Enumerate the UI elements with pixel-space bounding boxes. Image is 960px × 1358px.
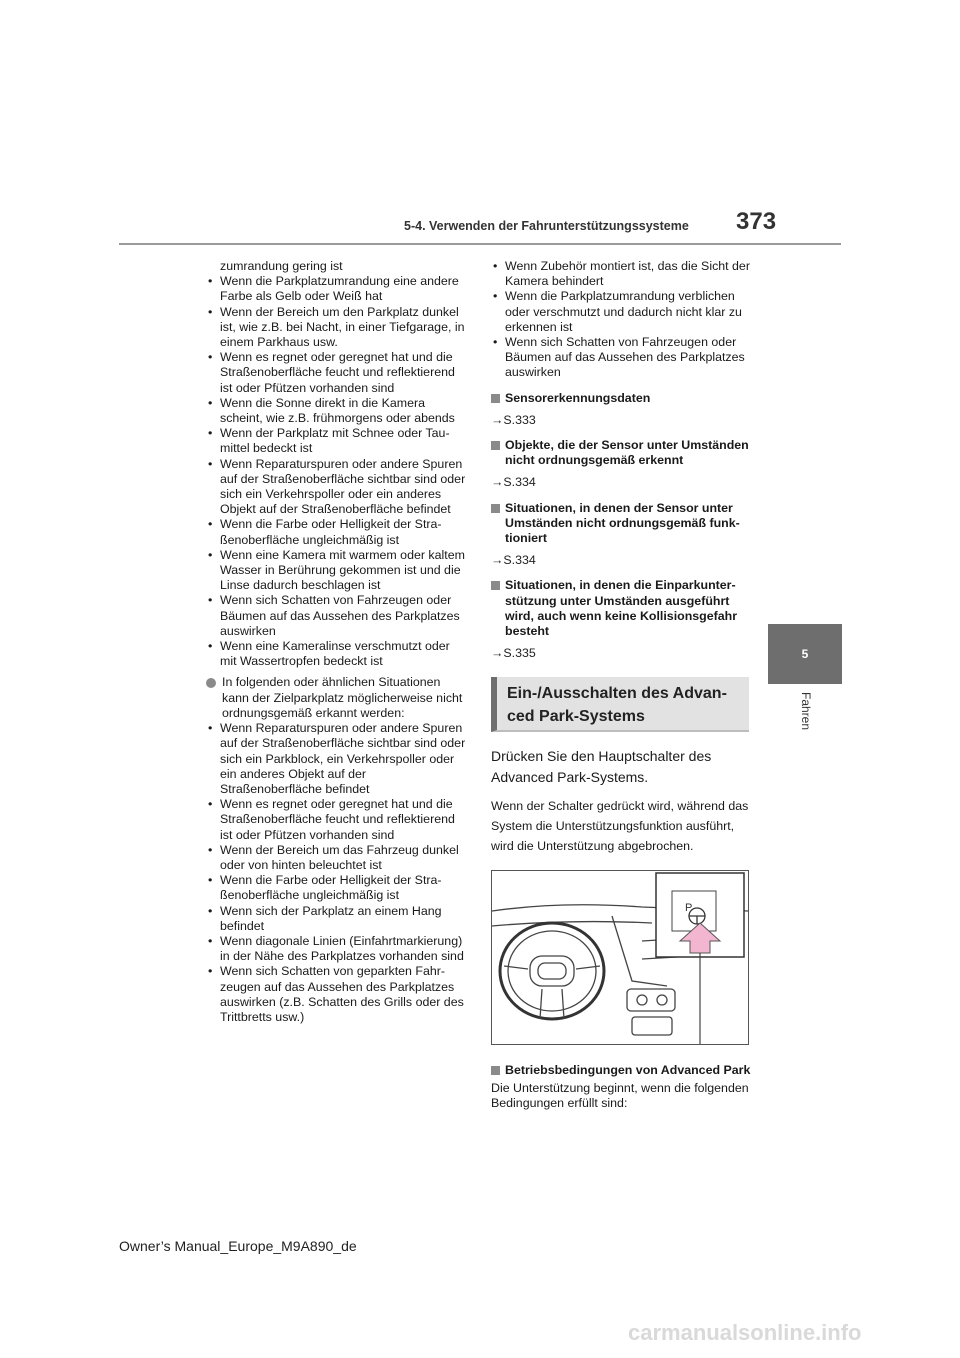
list-item: • Wenn der Bereich um den Parkplatz dunkel ist, wie z.B. bei Nacht, in einer Tiefgarage, in einem Parkhaus usw.: [206, 305, 468, 351]
subheading: [491, 391, 753, 406]
list-item: • Wenn Zubehör montiert ist, das die Sicht der Kamera behindert: [491, 259, 753, 289]
page-reference-link[interactable]: →S.335: [491, 646, 536, 661]
subheading: [491, 578, 753, 639]
list-item: • Wenn sich Schatten von Fahrzeugen oder Bäumen auf das Aussehen des Parkplatzes auswirken: [491, 335, 753, 381]
bullet-list-c: [491, 259, 753, 381]
square-marker-icon: [491, 581, 500, 590]
subheading-text: Objekte, die der Sensor unter Umständen nicht ordnungsgemäß erkennt: [505, 438, 749, 468]
list-item: • Wenn sich Schatten von geparkten Fahrzeugen auf das Aussehen des Parkplatzes auswirken (z.B. Schatten des Grills oder des Trittbretts usw.): [206, 964, 468, 1025]
list-item: • Wenn es regnet oder geregnet hat und die Straßenoberfläche feucht und reflektierend ist oder Pfützen vorhanden sind: [206, 797, 468, 843]
conditions-text: Die Unterstützung beginnt, wenn die folgenden Bedingungen erfüllt sind:: [491, 1080, 749, 1110]
circle-bullet-icon: [206, 678, 216, 688]
square-marker-icon: [491, 394, 500, 403]
switch-letter: P: [685, 902, 693, 915]
chapter-label: Fahren: [799, 692, 813, 731]
list-item: • Wenn es regnet oder geregnet hat und die Straßenoberfläche feucht und reflektierend ist oder Pfützen vorhanden sind: [206, 350, 468, 396]
list-item: • Wenn der Parkplatz mit Schnee oder Taumittel bedeckt ist: [206, 426, 468, 456]
circle-paragraph-text: In folgenden oder ähnlichen Situationen kann der Zielparkplatz möglicherweise nicht ordnungsgemäß erkannt werden:: [222, 675, 463, 720]
subheading-text: Betriebsbedingungen von Advanced Park: [505, 1063, 751, 1078]
subheading: [491, 501, 753, 547]
subheading-text: Sensorerkennungsdaten: [505, 390, 651, 405]
bullet-list-b: [206, 721, 468, 1025]
list-item: • Wenn die Parkplatzumrandung eine andere Farbe als Gelb oder Weiß hat: [206, 274, 468, 304]
page-reference-link[interactable]: →S.333: [491, 412, 536, 427]
list-item: • Wenn sich Schatten von Fahrzeugen oder Bäumen auf das Aussehen des Parkplatzes auswirken: [206, 593, 468, 639]
square-marker-icon: [491, 1066, 500, 1075]
list-item: • Wenn Reparaturspuren oder andere Spuren auf der Straßenoberfläche sichtbar sind oder sich ein Parkblock, ein Verkehrspoller oder ein anderes Objekt auf der Straßenoberfläche befindet: [206, 721, 468, 797]
page-number: 373: [736, 208, 777, 235]
page-reference-link[interactable]: →S.334: [491, 475, 536, 490]
dashboard-illustration: [492, 871, 748, 1044]
list-item: • Wenn die Parkplatzumrandung verblichen oder verschmutzt und dadurch nicht klar zu erkennen ist: [491, 289, 753, 335]
list-item: • Wenn Reparaturspuren oder andere Spuren auf der Straßenoberfläche sichtbar sind oder sich ein Verkehrspoller oder ein anderes Objekt auf der Straßenoberfläche befindet: [206, 457, 468, 518]
continuation-text: zumrandung gering ist: [220, 259, 343, 273]
section-title-box: Ein-/Ausschalten des Advanced Park-Systems: [491, 677, 749, 732]
watermark: carmanualsonline.info: [628, 1320, 862, 1345]
instruction-text: Drücken Sie den Hauptschalter des Advanced Park-Systems.: [491, 748, 712, 786]
footer-manual-id: Owner’s Manual_Europe_M9A890_de: [119, 1238, 357, 1254]
list-item: • Wenn die Farbe oder Helligkeit der Straßenoberfläche ungleichmäßig ist: [206, 517, 468, 547]
square-marker-icon: [491, 441, 500, 450]
list-item: • Wenn eine Kameralinse verschmutzt oder mit Wassertropfen bedeckt ist: [206, 639, 468, 669]
subheading-text: Situationen, in denen die Einparkunterstützung unter Umständen ausgeführt wird, auch wenn keine Kollisionsgefahr besteht: [505, 578, 738, 639]
header-rule: [119, 243, 841, 245]
left-column: [206, 259, 468, 1025]
list-item: • Wenn die Farbe oder Helligkeit der Straßenoberfläche ungleichmäßig ist: [206, 873, 468, 903]
list-item: • Wenn eine Kamera mit warmem oder kaltem Wasser in Berührung gekommen ist und die Linse dadurch beschlagen ist: [206, 548, 468, 594]
chapter-tab: 5: [768, 624, 842, 684]
page-reference-link[interactable]: →S.334: [491, 553, 536, 568]
dashboard-figure: [491, 870, 749, 1045]
circle-paragraph: [206, 675, 468, 721]
list-item: • Wenn der Bereich um das Fahrzeug dunkel oder von hinten beleuchtet ist: [206, 843, 468, 873]
square-marker-icon: [491, 504, 500, 513]
right-column: [491, 259, 753, 1111]
bullet-list-a: [206, 274, 468, 669]
list-item: • Wenn sich der Parkplatz an einem Hang befindet: [206, 904, 468, 934]
subheading: [491, 1063, 753, 1078]
section-header: 5-4. Verwenden der Fahrunterstützungssysteme: [404, 219, 689, 233]
note-text: Wenn der Schalter gedrückt wird, während das System die Unterstützungsfunktion ausführt, wird die Unterstützung abgebrochen.: [491, 799, 749, 854]
subheading-text: Situationen, in denen der Sensor unter Umständen nicht ordnungsgemäß funktioniert: [505, 500, 740, 546]
subheading: [491, 438, 753, 468]
list-item: • Wenn diagonale Linien (Einfahrtmarkierung) in der Nähe des Parkplatzes vorhanden sind: [206, 934, 468, 964]
list-item: • Wenn die Sonne direkt in die Kamera scheint, wie z.B. frühmorgens oder abends: [206, 396, 468, 426]
